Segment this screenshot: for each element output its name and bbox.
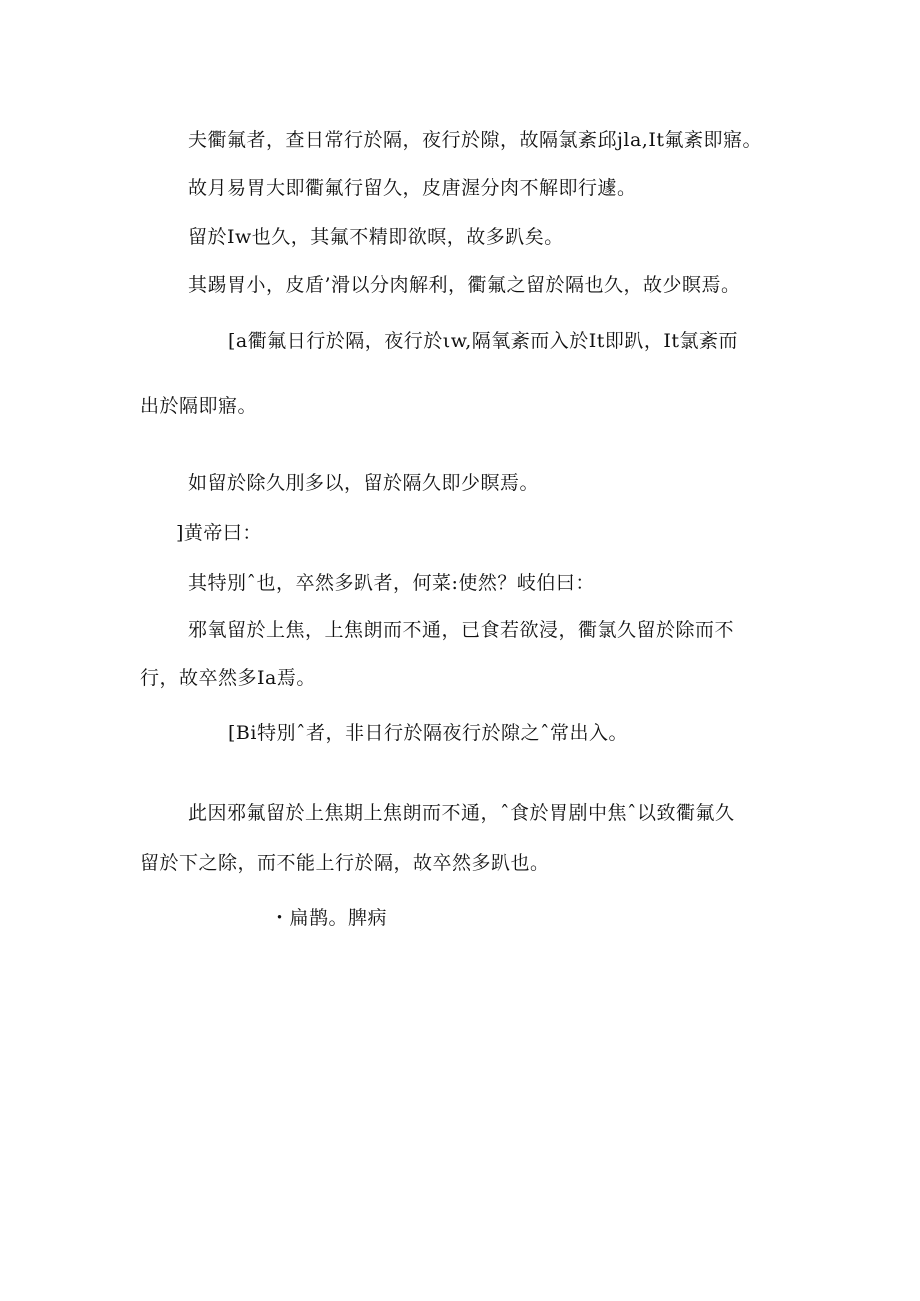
text-line: 行，故卒然多Ia焉。 — [140, 667, 316, 689]
text-line: 留於Iw也久，其氟不精即欲暝，故多趴矣。 — [188, 226, 564, 248]
speaker-line: ]黄帝曰： — [176, 522, 262, 544]
annotation-line: [Bi特別ˆ者，非日行於隔夜行於隙之ˆ常出入。 — [228, 722, 628, 744]
text-line: 如留於除久刖多以，留於隔久即少瞑焉。 — [188, 472, 540, 494]
section-heading: ・扁鹊。脾病 — [270, 907, 388, 929]
text-line: 留於下之除，而不能上行於隔，故卒然多趴也。 — [140, 852, 550, 874]
text-line: 其踢胃小，皮盾’滑以分肉解利，衢氟之留於隔也久，故少瞑焉。 — [188, 274, 741, 296]
text-line: 其特別ˆ也，卒然多趴者，何菜:使然？岐伯曰： — [188, 572, 595, 594]
text-line: 邪氧留於上焦，上焦朗而不通，已食若欲浸，衢氯久留於除而不 — [188, 619, 735, 641]
text-line: 故月易胃大即衢氟行留久，皮唐渥分肉不解即行遽。 — [188, 177, 637, 199]
annotation-line: [a衢氟日行於隔，夜行於ιw,隔氧紊而入於It即趴，It氯紊而 — [228, 330, 739, 352]
text-line: 夫衢氟者，查日常行於隔，夜行於隙，故隔氯紊邱jla,It氟紊即寤。 — [188, 129, 762, 151]
annotation-line: 出於隔即寤。 — [140, 395, 258, 417]
text-line: 此因邪氟留於上焦期上焦朗而不通，ˆ食於胃剧中焦ˆ以致衢氟久 — [188, 802, 735, 824]
